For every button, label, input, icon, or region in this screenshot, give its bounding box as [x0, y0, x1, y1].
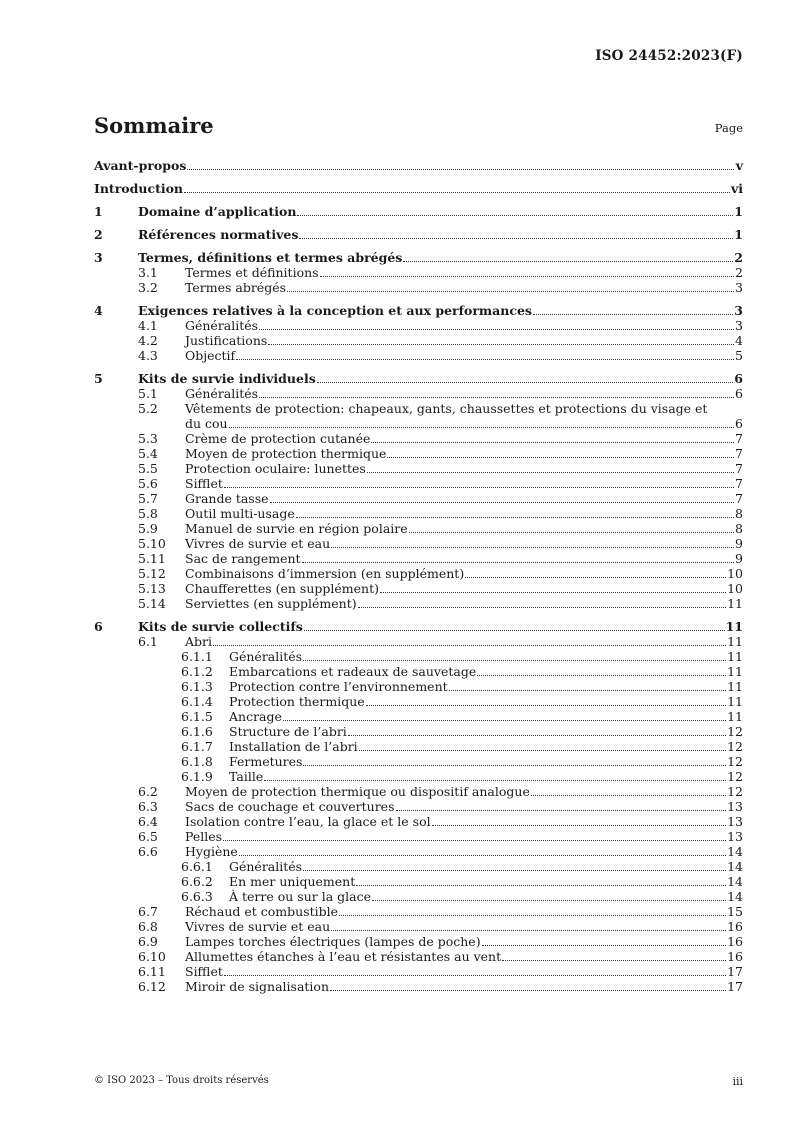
- toc-entry-page: 13: [727, 829, 743, 844]
- dot-leader: [465, 577, 726, 578]
- dot-leader: [396, 810, 727, 811]
- toc-entry-page: 11: [727, 634, 743, 649]
- dot-leader: [371, 442, 734, 443]
- toc-entry-title: Ancrage: [229, 709, 282, 724]
- toc-entry[interactable]: [94, 619, 743, 634]
- toc-entry-title: du cou: [185, 416, 228, 431]
- toc-entry[interactable]: [94, 754, 743, 769]
- toc-entry-number: 6.1.9: [181, 769, 213, 784]
- toc-entry[interactable]: [94, 348, 743, 363]
- dot-leader: [330, 990, 726, 991]
- toc-entry-number: 1: [94, 204, 103, 219]
- dot-leader: [223, 840, 726, 841]
- toc-entry[interactable]: [94, 333, 743, 348]
- toc-title: Sommaire: [94, 113, 214, 138]
- toc-entry-page: 6: [734, 371, 743, 386]
- toc-entry-number: 3.1: [138, 265, 158, 280]
- toc-entry[interactable]: [94, 431, 743, 446]
- toc-entry[interactable]: [94, 649, 743, 664]
- toc-entry-number: 5.5: [138, 461, 158, 476]
- toc-entry-page: 14: [727, 889, 743, 904]
- dot-leader: [187, 169, 734, 170]
- toc-entry-number: 6.1.3: [181, 679, 213, 694]
- dot-leader: [339, 915, 726, 916]
- toc-entry-title: Vêtements de protection: chapeaux, gants, chaussettes et protections du visage et: [185, 401, 708, 416]
- toc-entry-page: 5: [735, 348, 743, 363]
- toc-entry-title: Généralités: [229, 859, 303, 874]
- toc-entry-page: 8: [735, 506, 743, 521]
- toc-entry-title: Moyen de protection thermique ou dispositif analogue: [185, 784, 530, 799]
- toc-entry-page: 6: [735, 386, 743, 401]
- dot-leader: [317, 382, 734, 383]
- section-gap: [94, 363, 743, 371]
- toc-entry-page: 11: [727, 649, 743, 664]
- toc-entry-page: 3: [735, 318, 743, 333]
- toc-entry-page: 3: [734, 303, 743, 318]
- toc-entry[interactable]: [94, 303, 743, 318]
- toc-entry-title: Exigences relatives à la conception et aux performances: [138, 303, 532, 318]
- toc-entry-number: 5.2: [138, 401, 158, 416]
- toc-entry-number: 6.12: [138, 979, 166, 994]
- toc-entry[interactable]: [94, 859, 743, 874]
- toc-entry-page: 12: [727, 754, 743, 769]
- toc-entry-title: Sifflet: [185, 964, 223, 979]
- toc-entry-title: Vivres de survie et eau: [185, 536, 331, 551]
- dot-leader: [213, 645, 726, 646]
- toc-entry[interactable]: [94, 581, 743, 596]
- toc-entry-title: Protection thermique: [229, 694, 365, 709]
- dot-leader: [303, 765, 726, 766]
- toc-entry-number: 6.7: [138, 904, 158, 919]
- toc-entry-page: 7: [735, 476, 743, 491]
- toc-entry-page: 10: [727, 581, 743, 596]
- toc-entry-title: Sifflet: [185, 476, 223, 491]
- toc-entry-title: Kits de survie individuels: [138, 371, 316, 386]
- toc-entry-title: Hygiène: [185, 844, 238, 859]
- section-gap: [94, 196, 743, 204]
- toc-entry[interactable]: [94, 934, 743, 949]
- toc-entry-title: Grande tasse: [185, 491, 269, 506]
- toc-entry-page: 12: [727, 784, 743, 799]
- toc-entry[interactable]: [94, 596, 743, 611]
- dot-leader: [449, 690, 726, 691]
- toc-entry-page: 11: [727, 664, 743, 679]
- toc-entry-title: Serviettes (en supplément): [185, 596, 357, 611]
- toc-entry-page: 12: [727, 769, 743, 784]
- toc-entry-page: 17: [727, 964, 743, 979]
- document-id: ISO 24452:2023(F): [595, 48, 743, 64]
- toc-entry-page: 14: [727, 859, 743, 874]
- toc-entry-page: 13: [727, 814, 743, 829]
- toc-entry-number: 5.3: [138, 431, 158, 446]
- dot-leader: [477, 675, 726, 676]
- toc-entry-number: 3.2: [138, 280, 158, 295]
- dot-leader: [184, 192, 730, 193]
- dot-leader: [372, 900, 726, 901]
- toc-entry-number: 5.11: [138, 551, 166, 566]
- page-column-label: Page: [714, 121, 743, 135]
- toc-entry-title: Kits de survie collectifs: [138, 619, 303, 634]
- toc-entry-number: 6.2: [138, 784, 158, 799]
- dot-leader: [229, 427, 734, 428]
- toc-entry[interactable]: [94, 506, 743, 521]
- dot-leader: [432, 825, 726, 826]
- toc-entry-title: Termes, définitions et termes abrégés: [138, 250, 403, 265]
- toc-entry[interactable]: [94, 814, 743, 829]
- dot-leader: [348, 735, 726, 736]
- toc-entry-page: 11: [727, 596, 743, 611]
- toc-entry-page: 13: [727, 799, 743, 814]
- toc-entry-number: 4.3: [138, 348, 158, 363]
- dot-leader: [387, 457, 734, 458]
- toc-entry[interactable]: [94, 724, 743, 739]
- toc-entry[interactable]: [94, 709, 743, 724]
- toc-entry-page: 11: [727, 679, 743, 694]
- section-gap: [94, 295, 743, 303]
- toc-entry-title: Réchaud et combustible: [185, 904, 338, 919]
- dot-leader: [531, 795, 726, 796]
- toc-entry[interactable]: [94, 227, 743, 242]
- section-gap: [94, 611, 743, 619]
- toc-entry-number: 6.1: [138, 634, 158, 649]
- toc-entry[interactable]: [94, 181, 743, 196]
- dot-leader: [409, 532, 734, 533]
- toc-entry[interactable]: [94, 844, 743, 859]
- dot-leader: [268, 344, 734, 345]
- toc-entry-title: Installation de l’abri: [229, 739, 358, 754]
- dot-leader: [359, 750, 726, 751]
- toc-entry[interactable]: [94, 739, 743, 754]
- dot-leader: [502, 960, 726, 961]
- toc-entry[interactable]: [94, 476, 743, 491]
- toc-entry-title: Abri: [185, 634, 213, 649]
- toc-entry-page: 8: [735, 521, 743, 536]
- toc-entry-page: 16: [727, 949, 743, 964]
- toc-entry-title: Termes et définitions: [185, 265, 319, 280]
- toc-entry[interactable]: [94, 694, 743, 709]
- toc-entry[interactable]: [94, 536, 743, 551]
- toc-entry-number: 5: [94, 371, 103, 386]
- toc-entry-title: Vivres de survie et eau: [185, 919, 331, 934]
- toc-entry[interactable]: [94, 318, 743, 333]
- toc-entry-number: 6.10: [138, 949, 166, 964]
- toc-entry[interactable]: [94, 446, 743, 461]
- toc-entry-title: Sacs de couchage et couvertures: [185, 799, 395, 814]
- toc-entry-number: 4.2: [138, 333, 158, 348]
- dot-leader: [264, 780, 726, 781]
- toc-entry-number: 3: [94, 250, 103, 265]
- toc-entry[interactable]: [94, 416, 743, 431]
- toc-entry-page: 11: [725, 619, 743, 634]
- dot-leader: [380, 592, 726, 593]
- dot-leader: [224, 487, 734, 488]
- toc-entry-page: 7: [735, 491, 743, 506]
- dot-leader: [259, 329, 734, 330]
- toc-entry-number: 6.1.4: [181, 694, 213, 709]
- toc-entry-number: 6.6: [138, 844, 158, 859]
- toc-entry-number: 5.8: [138, 506, 158, 521]
- dot-leader: [403, 261, 733, 262]
- toc-entry-number: 6.6.1: [181, 859, 213, 874]
- toc-entry[interactable]: [94, 461, 743, 476]
- toc-entry-title: Isolation contre l’eau, la glace et le sol: [185, 814, 431, 829]
- toc-entry-title: Introduction: [94, 181, 184, 196]
- toc-entry-title: À terre ou sur la glace: [229, 889, 371, 904]
- dot-leader: [303, 870, 726, 871]
- toc-entry-page: 1: [734, 227, 743, 242]
- toc-entry-title: Structure de l’abri: [229, 724, 347, 739]
- dot-leader: [358, 607, 727, 608]
- toc-entry-title: Chaufferettes (en supplément): [185, 581, 379, 596]
- toc-entry-page: 17: [727, 979, 743, 994]
- toc-entry-number: 6.1.2: [181, 664, 213, 679]
- dot-leader: [367, 472, 734, 473]
- section-gap: [94, 219, 743, 227]
- page-footer: [94, 1075, 743, 1091]
- dot-leader: [297, 215, 733, 216]
- toc-entry[interactable]: [94, 799, 743, 814]
- toc-entry-page: v: [735, 158, 743, 173]
- toc-entry-page: 16: [727, 919, 743, 934]
- dot-leader: [299, 238, 733, 239]
- dot-leader: [482, 945, 727, 946]
- toc-entry-number: 5.13: [138, 581, 166, 596]
- section-gap: [94, 173, 743, 181]
- toc-entry-title: Justifications: [185, 333, 268, 348]
- dot-leader: [331, 930, 726, 931]
- toc-entry[interactable]: [94, 919, 743, 934]
- toc-entry-page: 2: [735, 265, 743, 280]
- dot-leader: [304, 630, 725, 631]
- toc-entry-number: 4.1: [138, 318, 158, 333]
- toc-entry[interactable]: [94, 280, 743, 295]
- toc-entry-number: 6.6.2: [181, 874, 213, 889]
- toc-entry-page: 2: [734, 250, 743, 265]
- toc-entry-number: 6.6.3: [181, 889, 213, 904]
- toc-entry[interactable]: [94, 371, 743, 386]
- toc-entry-page: 14: [727, 844, 743, 859]
- toc-entry-number: 6.5: [138, 829, 158, 844]
- toc-entry-page: 7: [735, 461, 743, 476]
- toc-entry-title: Miroir de signalisation: [185, 979, 329, 994]
- copyright-notice: © ISO 2023 – Tous droits réservés: [94, 1075, 269, 1086]
- toc-entry-number: 6.3: [138, 799, 158, 814]
- dot-leader: [320, 276, 734, 277]
- toc-entry-number: 5.14: [138, 596, 166, 611]
- toc-entry[interactable]: [94, 265, 743, 280]
- toc-entry-page: 11: [727, 709, 743, 724]
- toc-entry-title: Généralités: [185, 386, 259, 401]
- dot-leader: [283, 720, 726, 721]
- toc-entry[interactable]: [94, 204, 743, 219]
- toc-entry-title: Moyen de protection thermique: [185, 446, 387, 461]
- toc-entry-title: Taille: [229, 769, 264, 784]
- toc-entry-title: Manuel de survie en région polaire: [185, 521, 408, 536]
- toc-entry[interactable]: [94, 664, 743, 679]
- toc-entry-title: Protection oculaire: lunettes: [185, 461, 366, 476]
- toc-entry-number: 6.1.1: [181, 649, 213, 664]
- toc-entry[interactable]: [94, 874, 743, 889]
- toc-entry[interactable]: [94, 386, 743, 401]
- toc-entry-title: Objectif: [185, 348, 236, 363]
- dot-leader: [236, 359, 734, 360]
- toc-entry-page: 12: [727, 739, 743, 754]
- toc-entry-title: Références normatives: [138, 227, 299, 242]
- toc-entry-title: Avant-propos: [94, 158, 187, 173]
- toc-entry-title: Combinaisons d’immersion (en supplément): [185, 566, 465, 581]
- dot-leader: [303, 660, 726, 661]
- toc-entry-page: 3: [735, 280, 743, 295]
- toc-entry-number: 5.9: [138, 521, 158, 536]
- toc-entry-number: 4: [94, 303, 103, 318]
- toc-entry-number: 5.1: [138, 386, 158, 401]
- toc-entry-number: 5.6: [138, 476, 158, 491]
- toc-entry-page: 4: [735, 333, 743, 348]
- toc-entry-page: 7: [735, 431, 743, 446]
- toc-entry-number: 6.1.5: [181, 709, 213, 724]
- toc-entry[interactable]: [94, 401, 743, 416]
- toc-entry-number: 6: [94, 619, 103, 634]
- toc-entry-title: Crème de protection cutanée: [185, 431, 371, 446]
- toc-entry-number: 6.11: [138, 964, 166, 979]
- toc-entry-title: Généralités: [229, 649, 303, 664]
- toc-entry[interactable]: [94, 769, 743, 784]
- dot-leader: [366, 705, 726, 706]
- toc-entry[interactable]: [94, 904, 743, 919]
- toc-entry[interactable]: [94, 491, 743, 506]
- toc-heading-row: [94, 113, 743, 141]
- toc-entry[interactable]: [94, 949, 743, 964]
- toc-entry-number: 5.10: [138, 536, 166, 551]
- dot-leader: [270, 502, 734, 503]
- toc-entry-number: 5.12: [138, 566, 166, 581]
- dot-leader: [302, 562, 734, 563]
- toc-entry-page: 6: [735, 416, 743, 431]
- toc-entry[interactable]: [94, 829, 743, 844]
- toc-entry-number: 6.8: [138, 919, 158, 934]
- toc-entry[interactable]: [94, 158, 743, 173]
- toc-entry-page: 9: [735, 551, 743, 566]
- toc-entry[interactable]: [94, 551, 743, 566]
- toc-entry-title: Embarcations et radeaux de sauvetage: [229, 664, 477, 679]
- toc-entry[interactable]: [94, 889, 743, 904]
- toc-entry-number: 6.4: [138, 814, 158, 829]
- page-number: iii: [732, 1075, 743, 1088]
- toc-entry-page: 16: [727, 934, 743, 949]
- toc-entry-number: 6.1.7: [181, 739, 213, 754]
- toc-entry-number: 5.7: [138, 491, 158, 506]
- toc-entry-number: 6.9: [138, 934, 158, 949]
- toc-entry-title: Domaine d’application: [138, 204, 297, 219]
- toc-entry-page: 9: [735, 536, 743, 551]
- toc-entry[interactable]: [94, 679, 743, 694]
- table-of-contents: [94, 158, 743, 994]
- toc-entry-title: Pelles: [185, 829, 223, 844]
- toc-entry-page: 10: [727, 566, 743, 581]
- dot-leader: [331, 547, 734, 548]
- toc-entry-number: 2: [94, 227, 103, 242]
- toc-entry-title: Sac de rangement: [185, 551, 301, 566]
- toc-entry-page: 15: [727, 904, 743, 919]
- toc-entry[interactable]: [94, 521, 743, 536]
- toc-entry-page: 11: [727, 694, 743, 709]
- toc-entry-number: 6.1.6: [181, 724, 213, 739]
- section-gap: [94, 242, 743, 250]
- toc-entry[interactable]: [94, 979, 743, 994]
- toc-entry[interactable]: [94, 566, 743, 581]
- toc-entry-title: Allumettes étanches à l’eau et résistantes au vent: [185, 949, 502, 964]
- toc-entry-page: 7: [735, 446, 743, 461]
- toc-entry[interactable]: [94, 250, 743, 265]
- toc-entry-title: Protection contre l’environnement: [229, 679, 448, 694]
- dot-leader: [287, 291, 734, 292]
- toc-entry-title: En mer uniquement: [229, 874, 356, 889]
- toc-entry-title: Termes abrégés: [185, 280, 287, 295]
- toc-entry-title: Fermetures: [229, 754, 303, 769]
- toc-entry-title: Lampes torches électriques (lampes de poche): [185, 934, 481, 949]
- toc-entry-number: 5.4: [138, 446, 158, 461]
- toc-entry[interactable]: [94, 784, 743, 799]
- toc-entry-page: vi: [730, 181, 743, 196]
- toc-entry-number: 6.1.8: [181, 754, 213, 769]
- toc-entry[interactable]: [94, 634, 743, 649]
- dot-leader: [259, 397, 734, 398]
- toc-entry-title: Généralités: [185, 318, 259, 333]
- dot-leader: [533, 314, 733, 315]
- dot-leader: [296, 517, 734, 518]
- dot-leader: [356, 885, 726, 886]
- toc-entry-title: Outil multi-usage: [185, 506, 295, 521]
- toc-entry-page: 1: [734, 204, 743, 219]
- toc-entry[interactable]: [94, 964, 743, 979]
- toc-entry-page: 12: [727, 724, 743, 739]
- toc-entry-page: 14: [727, 874, 743, 889]
- dot-leader: [239, 855, 726, 856]
- dot-leader: [224, 975, 726, 976]
